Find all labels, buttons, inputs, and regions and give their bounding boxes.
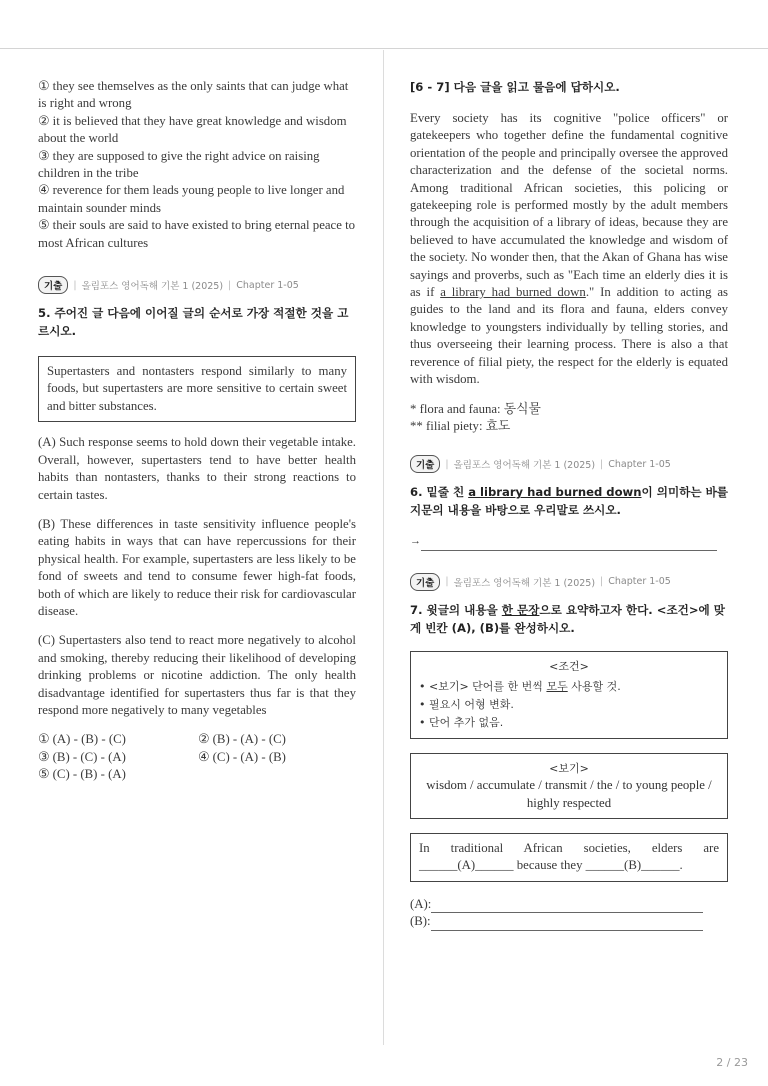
arrow-icon: → bbox=[410, 535, 421, 548]
condition-item-2: • 필요시 어형 변화. bbox=[419, 696, 719, 714]
passage-text-2: ." In addition to acting as guides to the land and its flora and fauna, elders convey knowledge to youngsters individually by telling stories, and thus overseeing their learning process. There is also a that reverence of filial piety, the respect for the elderly is equated with wisdom. bbox=[410, 285, 728, 387]
q5-chapter: Chapter 1-05 bbox=[236, 279, 299, 291]
q7-chapter: Chapter 1-05 bbox=[608, 576, 671, 588]
passage bbox=[410, 110, 728, 389]
q7-source-line: 기출 | 올림포스 영어독해 기본 1 (2025) | Chapter 1-05 bbox=[410, 573, 728, 591]
choice-4: ④ reverence for them leads young people to live longer and maintain sounder minds bbox=[38, 183, 345, 215]
column-divider bbox=[383, 50, 384, 1045]
q6-title-underline: a library had burned down bbox=[468, 485, 642, 500]
passage-underline: a library had burned down bbox=[440, 285, 586, 300]
q6-title: 6. 밑줄 친 a library had burned down이 의미하는 바를 지문의 내용을 바탕으로 우리말로 쓰시오. bbox=[410, 485, 728, 518]
word-bank-words: wisdom / accumulate / transmit / the / to young people / highly respected bbox=[426, 778, 712, 810]
footnote-2: ** filial piety: 효도 bbox=[410, 418, 511, 433]
q6-chapter: Chapter 1-05 bbox=[608, 458, 671, 470]
answer-a-blank[interactable] bbox=[431, 900, 703, 913]
answer-b-blank[interactable] bbox=[431, 918, 703, 931]
q6-source-line: 기출 | 올림포스 영어독해 기본 1 (2025) | Chapter 1-05 bbox=[410, 455, 728, 473]
answer-a-label: (A): bbox=[410, 896, 432, 911]
q7-answers bbox=[410, 896, 728, 931]
q5-para-a: (A) Such response seems to hold down their vegetable intake. Overall, however, supertasters tend to have better health habits than nontasters, thanks to their strong reactions to certain tastes. bbox=[38, 435, 356, 502]
q5-source: 올림포스 영어독해 기본 1 (2025) bbox=[81, 281, 224, 293]
passage-header: [6 - 7] 다음 글을 읽고 물음에 답하시오. bbox=[410, 80, 620, 94]
page-number: 2 / 23 bbox=[716, 1056, 748, 1069]
summary-box bbox=[410, 833, 728, 882]
word-bank-title: <보기> bbox=[549, 761, 589, 775]
q5-choice-1[interactable]: ① (A) - (B) - (C) bbox=[38, 732, 126, 747]
condition-title: <조건> bbox=[549, 659, 589, 673]
q5-choice-2[interactable]: ② (B) - (A) - (C) bbox=[198, 732, 286, 747]
q5-choice-4[interactable]: ④ (C) - (A) - (B) bbox=[198, 749, 286, 764]
footnote-1: * flora and fauna: 동식물 bbox=[410, 401, 541, 416]
answer-b-row[interactable] bbox=[410, 913, 728, 930]
left-column bbox=[38, 78, 356, 784]
summary-line-2: ______(A)______ because they ______(B)______. bbox=[419, 858, 683, 873]
q5-choice-5[interactable]: ⑤ (C) - (B) - (A) bbox=[38, 767, 126, 782]
q5-title: 5. 주어진 글 다음에 이어질 글의 순서로 가장 적절한 것을 고르시오. bbox=[38, 306, 349, 339]
condition-box bbox=[410, 651, 728, 739]
right-column bbox=[410, 78, 728, 931]
q6-answer-line[interactable] bbox=[410, 533, 728, 550]
passage-text-1: Every society has its cognitive "police officers" or gatekeepers who together define the fundamental cognitive orientation of the people and principally oversee the approved characterization and the defense of the societal norms. Among traditional African societies, this policing or gatekeeping role is performed mostly by the adult members through the acquisition of a library of ideas, because they are believed to have accumulated the knowledge and wisdom of the society. No wonder then, that the Akan of Ghana has wise sayings and proverbs, such as "Each time an elderly dies it is as if bbox=[410, 111, 728, 300]
choice-1: ① they see themselves as the only saints that can judge what is right and wrong bbox=[38, 79, 349, 111]
q5-para-c: (C) Supertasters also tend to react more negatively to alcohol and smoking, thereby reducing their likelihood of developing drinking problems or nicotine addiction. The only health disadvantage identified for supertasters thus far is that they respond more negatively to many vegetables bbox=[38, 633, 356, 717]
q7-source: 올림포스 영어독해 기본 1 (2025) bbox=[453, 577, 596, 589]
answer-a-row[interactable] bbox=[410, 896, 728, 913]
word-bank-box bbox=[410, 753, 728, 819]
q7-title: 7. 윗글의 내용을 한 문장으로 요약하고자 한다. <조건>에 맞게 빈칸 (A), (B)를 완성하시오. bbox=[410, 602, 725, 635]
q7-tag: 기출 bbox=[410, 573, 440, 591]
answer-b-label: (B): bbox=[410, 914, 431, 929]
q5-tag: 기출 bbox=[38, 276, 68, 294]
q5-para-b: (B) These differences in taste sensitivity influence people's eating habits in ways that can have repercussions for their physical health. For example, supertasters are less likely to be fond of sweets and tend to consume fewer high-fat foods, both of which are likely to reduce their risk for cardiovascular disease. bbox=[38, 516, 356, 618]
header-rule bbox=[0, 48, 768, 49]
q7-title-underline: 한 문장 bbox=[501, 602, 540, 617]
q6-tag: 기출 bbox=[410, 455, 440, 473]
q6-answer-blank[interactable] bbox=[421, 538, 717, 551]
footnotes bbox=[410, 401, 728, 436]
condition-item-1: • <보기> 단어를 한 번씩 모두 사용할 것. bbox=[419, 678, 719, 696]
q6-source: 올림포스 영어독해 기본 1 (2025) bbox=[453, 460, 596, 472]
choice-2: ② it is believed that they have great knowledge and wisdom about the world bbox=[38, 113, 347, 146]
choice-3: ③ they are supposed to give the right advice on raising children in the tribe bbox=[38, 148, 320, 181]
q5-given-box: Supertasters and nontasters respond similarly to many foods, but supertasters are more sensitive to certain sweet and bitter substances. bbox=[38, 356, 356, 422]
condition-list bbox=[419, 678, 719, 732]
condition-item-3: • 단어 추가 없음. bbox=[419, 714, 719, 732]
choice-5: ⑤ their souls are said to have existed to bring eternal peace to most African cultures bbox=[38, 218, 356, 250]
previous-choices bbox=[38, 78, 356, 252]
q5-choice-3[interactable]: ③ (B) - (C) - (A) bbox=[38, 749, 126, 764]
q5-choices bbox=[38, 731, 356, 783]
q5-source-line: 기출 | 올림포스 영어독해 기본 1 (2025) | Chapter 1-05 bbox=[38, 276, 356, 294]
summary-line-1: In traditional African societies, elders are bbox=[419, 840, 719, 855]
